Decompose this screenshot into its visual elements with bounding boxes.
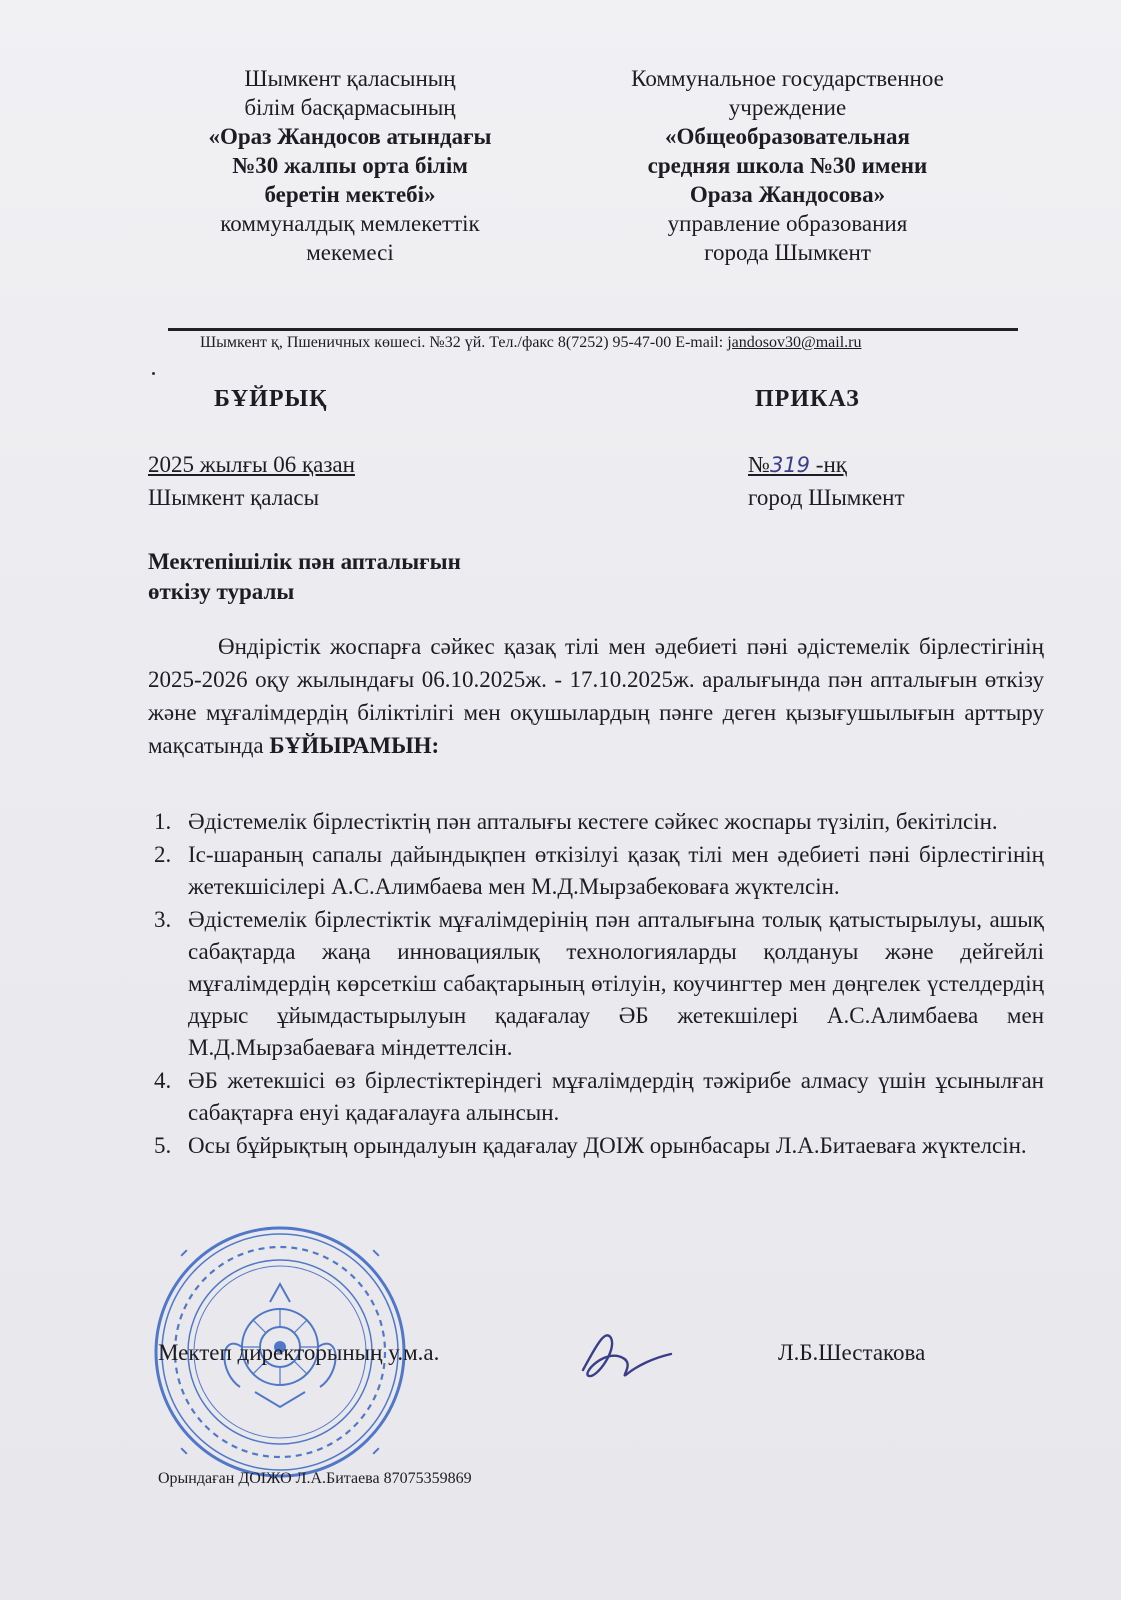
header-kz-line: коммуналдық мемлекеттік (220, 211, 480, 236)
header-ru-line: Коммунальное государственное (631, 66, 944, 91)
number-suffix: -нқ (810, 452, 847, 477)
subject-line: өткізу туралы (148, 579, 295, 604)
order-item (148, 839, 1044, 903)
order-title-kz: БҰЙРЫҚ (214, 386, 328, 412)
city-ru: город Шымкент (748, 485, 905, 510)
signature-label: Мектеп директорының у.м.а. (158, 1340, 440, 1365)
preamble-paragraph (148, 630, 1044, 762)
preamble-text: Өндірістік жоспарға сәйкес қазақ тілі мен әдебиеті пәні әдістемелік бірлестігінің 2025-2026 оқу жылындағы 06.10.2025ж. - 17.10.2025ж. аралығында пән апталығын өткізу және мұғалімдердің біліктілігі мен оқушылардың пәнге деген қызығушылығын арттыру мақсатында (148, 634, 1044, 758)
header-ru-block (590, 64, 985, 267)
header-kz-school-name: «Ораз Жандосов атындағы (208, 124, 492, 149)
header-kz-school-name: №30 жалпы орта білім (232, 153, 468, 178)
header-ru-school-name: «Общеобразовательная (665, 124, 910, 149)
order-item-number: 5. (154, 1133, 172, 1158)
order-item-text: Іс-шараның сапалы дайындықпен өткізілуі қазақ тілі мен әдебиеті пәні бірлестігінің жетекшісілері А.С.Алимбаева мен М.Д.Мырзабековаға жүктелсін. (188, 842, 1044, 899)
header-ru-line: управление образования (667, 211, 908, 236)
subject-line: Мектепішілік пән апталығын (148, 549, 461, 574)
order-title-ru: ПРИКАЗ (755, 386, 860, 412)
handwritten-number: 319 (769, 453, 811, 477)
contact-line (200, 334, 861, 352)
header-kz-line: мекемесі (306, 240, 394, 265)
header-ru-school-name: средняя школа №30 имени (647, 153, 928, 178)
order-subject (148, 547, 461, 607)
order-item (148, 904, 1044, 1064)
order-item-text: ӘБ жетекшісі өз бірлестіктеріндегі мұғалімдердің тәжірибе алмасу үшін ұсынылған сабақтарға енуі қадағалауға алынсын. (188, 1068, 1044, 1125)
header-ru-line: учреждение (728, 95, 847, 120)
handwritten-signature (575, 1318, 675, 1388)
email-link[interactable]: jandosov30@mail.ru (727, 334, 862, 351)
header-kz-school-name: беретін мектебі» (264, 182, 436, 207)
order-item (148, 1130, 1044, 1162)
header-ru-line: города Шымкент (704, 240, 871, 265)
order-item-text: Әдістемелік бірлестіктің пән апталығы кестеге сәйкес жоспары түзіліп, бекітілсін. (188, 809, 998, 834)
order-item-number: 4. (154, 1068, 172, 1093)
order-body (148, 630, 1044, 762)
order-item-number: 2. (154, 842, 172, 867)
order-item (148, 806, 1044, 838)
order-item-text: Әдістемелік бірлестіктік мұғалімдерінің пән апталығына толық қатыстырылуы, ашық сабақтарда жаңа инновациялық технологияларды қолдануы және дейгейлі мұғалімдердің көрсеткіш сабақтарының өтілуін, коучингтер мен дөңгелек үстелдердің дұрыс ұйымдастырылуын қадағалау ӘБ жетекшілері А.С.Алимбаева мен М.Д.Мырзабаеваға міндеттелсін. (188, 907, 1044, 1060)
order-item-number: 3. (154, 907, 172, 932)
header-ru-school-name: Ораза Жандосова» (689, 182, 886, 207)
order-number (748, 452, 847, 478)
header-kz-line: білім басқармасының (244, 95, 456, 120)
contact-text: Шымкент қ, Пшеничных көшесі. №32 үй. Тел./факс 8(7252) 95-47-00 E-mail: (200, 334, 728, 351)
order-word: БҰЙЫРАМЫН: (269, 733, 440, 758)
city-kz: Шымкент қаласы (148, 485, 320, 510)
header-kz-line: Шымкент қаласының (244, 66, 456, 91)
number-prefix: № (748, 452, 770, 477)
header-kz-block (170, 64, 530, 267)
stray-dot (152, 372, 155, 375)
order-items-list (148, 806, 1044, 1163)
executor-note: Орындаған ДОІЖО Л.А.Битаева 87075359869 (158, 1470, 472, 1487)
order-item-number: 1. (154, 809, 172, 834)
order-item-text: Осы бұйрықтың орындалуын қадағалау ДОІЖ орынбасары Л.А.Битаеваға жүктелсін. (188, 1133, 1027, 1158)
order-item (148, 1065, 1044, 1129)
header-divider (168, 328, 1018, 331)
order-date: 2025 жылғы 06 қазан (148, 452, 355, 477)
signatory-name: Л.Б.Шестакова (778, 1340, 926, 1365)
